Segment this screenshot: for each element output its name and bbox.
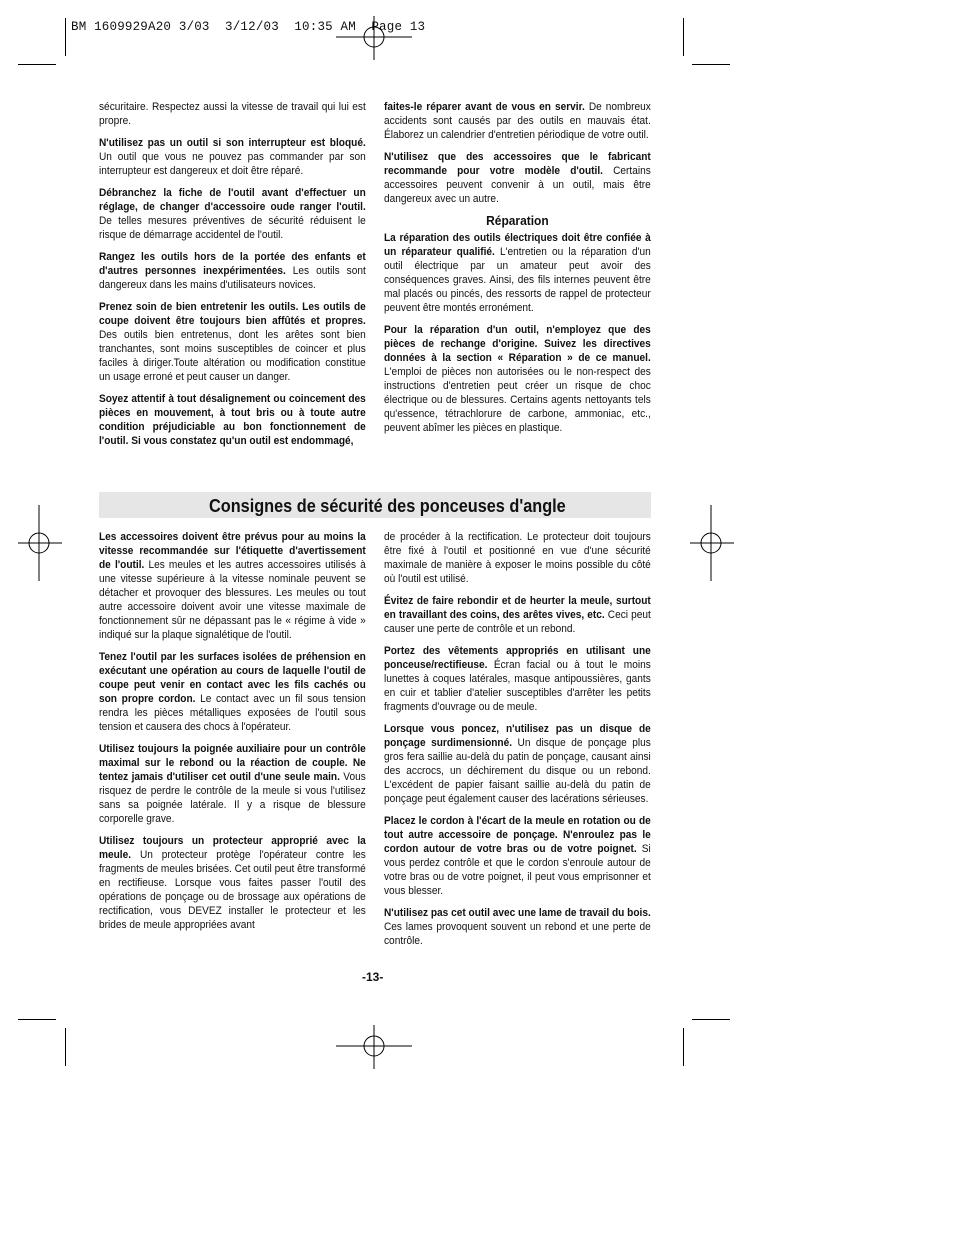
registration-mark-icon xyxy=(336,16,412,60)
top-left-column xyxy=(99,100,366,456)
bottom-left-column xyxy=(99,530,366,940)
reparation-heading: Réparation xyxy=(486,213,549,228)
paragraph: Soyez attentif à tout désalignement ou coincement des pièces en mouvement, à tout bris ou à toute autre condition préjudiciable au bon fonctionnement de l'outil. Si vous constatez qu'un outil est endommagé, xyxy=(99,393,366,447)
paragraph: Portez des vêtements appropriés en utilisant une ponceuse/rectifieuse. Écran facial ou à tout le moins lunettes à coques latérales, masque antipoussières, gants en cuir et tablier d'atelier susceptibles d'arrêter les petits fragments d'ouvrage ou de meule. xyxy=(384,645,651,713)
paragraph: Débranchez la fiche de l'outil avant d'effectuer un réglage, de changer d'accessoire oude ranger l'outil. De telles mesures préventives de sécurité réduisent le risque de démarrage accidentel de l'outil. xyxy=(99,187,366,241)
paragraph: Pour la réparation d'un outil, n'employez que des pièces de rechange d'origine. Suivez les directives données à la section « Réparation » de ce manuel. L'emploi de pièces non autorisées ou le non-respect des instructions d'entretien peut créer un risque de choc électrique ou de blessures. Certains agents nettoyants tels qu'essence, tétrachlorure de carbone, ammoniac, etc., peuvent abîmer les pièces en plastique. xyxy=(384,324,651,434)
paragraph: La réparation des outils électriques doit être confiée à un réparateur qualifié. L'entretien ou la réparation d'un outil électrique par un amateur peut avoir des conséquences graves. Ainsi, des fils internes peuvent être mal placés ou pincés, des ressorts de rappel de protecteur peuvent être montés erronément. xyxy=(384,232,651,314)
crop-mark xyxy=(18,1019,56,1020)
paragraph: de procéder à la rectification. Le protecteur doit toujours être fixé à l'outil et positionné en vue d'une sécurité maximale de manière à exposer le moins possible du côté où l'outil est utilisé. xyxy=(384,531,651,585)
paragraph: Prenez soin de bien entretenir les outils. Les outils de coupe doivent être toujours bien affûtés et propres. Des outils bien entretenus, dont les arêtes sont bien tranchantes, sont moins susceptibles de coincer et plus faciles à diriger.Toute altération ou modification constitue un usage erroné et peut causer un danger. xyxy=(99,301,366,383)
crop-mark xyxy=(683,18,684,56)
top-right-column xyxy=(384,100,651,443)
paragraph: N'utilisez que des accessoires que le fabricant recommande pour votre modèle d'outil. Certains accessoires peuvent convenir à un outil, mais être dangereux avec un autre. xyxy=(384,151,651,205)
paragraph: N'utilisez pas cet outil avec une lame de travail du bois. Ces lames provoquent souvent un rebond et une perte de contrôle. xyxy=(384,907,651,947)
crop-mark xyxy=(692,64,730,65)
page-number: -13- xyxy=(362,970,384,984)
paragraph: Rangez les outils hors de la portée des enfants et d'autres personnes inexpérimentées. Les outils sont dangereux dans les mains d'utilisateurs novices. xyxy=(99,251,366,291)
paragraph: Utilisez toujours la poignée auxiliaire pour un contrôle maximal sur le rebond ou la réaction de couple. Ne tentez jamais d'utiliser cet outil d'une seule main. Vous risquez de perdre le contrôle de la meule si vous l'utilisez sans sa poignée latérale. Il y a risque de blessure corporelle grave. xyxy=(99,743,366,825)
paragraph: Placez le cordon à l'écart de la meule en rotation ou de tout autre accessoire de ponçage. N'enroulez pas le cordon autour de votre bras ou de votre poignet. Si vous perdez contrôle et que le cordon s'enroule autour de votre bras ou de votre poignet, il peut vous emprisonner et vous blesser. xyxy=(384,815,651,897)
crop-mark xyxy=(18,64,56,65)
paragraph: N'utilisez pas un outil si son interrupteur est bloqué. Un outil que vous ne pouvez pas commander par son interrupteur est dangereux et doit être réparé. xyxy=(99,137,366,177)
paragraph: Évitez de faire rebondir et de heurter la meule, surtout en travaillant des coins, des arêtes vives, etc. Ceci peut causer une perte de contrôle et un rebond. xyxy=(384,595,651,635)
crop-mark xyxy=(692,1019,730,1020)
registration-mark-icon xyxy=(336,1025,412,1069)
paragraph: faites-le réparer avant de vous en servir. De nombreux accidents sont causés par des outils en mauvais état. Élaborez un calendrier d'entretien périodique de votre outil. xyxy=(384,101,651,141)
crop-mark xyxy=(683,1028,684,1066)
registration-mark-icon xyxy=(690,505,734,581)
print-slug: BM 1609929A20 3/03 3/12/03 10:35 AM Page 13 xyxy=(71,20,426,34)
section-title: Consignes de sécurité des ponceuses d'angle xyxy=(209,495,566,516)
paragraph: Les accessoires doivent être prévus pour au moins la vitesse recommandée sur l'étiquette d'avertissement de l'outil. Les meules et les autres accessoires utilisés à une vitesse supérieure à la vitesse nominale peuvent se détacher et provoquer des blessures. Les meules ou tout autre accessoire doivent avoir une vitesse maximale de fonctionnement sûr ne dépassant pas le « régime à vide » indiqué sur la plaque signalétique de l'outil. xyxy=(99,531,366,641)
paragraph: Lorsque vous poncez, n'utilisez pas un disque de ponçage surdimensionné. Un disque de ponçage plus gros fera saillie au-delà du patin de ponçage, causant ainsi des accrocs, un déchirement du disque ou un rebond. L'excédent de papier faisant saillie au-delà du patin de ponçage peut également causer des lacérations sérieuses. xyxy=(384,723,651,805)
crop-mark xyxy=(65,1028,66,1066)
bottom-right-column xyxy=(384,530,651,956)
crop-mark xyxy=(65,18,66,56)
paragraph: Utilisez toujours un protecteur approprié avec la meule. Un protecteur protège l'opérateur contre les fragments de meules brisées. Cet outil peut être transformé en rectifieuse. Lorsque vous faites passer l'outil des opérations de ponçage ou de brossage aux opérations de rectification, vous DEVEZ installer le protecteur et les brides de meule appropriées avant xyxy=(99,835,366,931)
paragraph: sécuritaire. Respectez aussi la vitesse de travail qui lui est propre. xyxy=(99,101,366,127)
registration-mark-icon xyxy=(18,505,62,581)
paragraph: Tenez l'outil par les surfaces isolées de préhension en exécutant une opération au cours de laquelle l'outil de coupe peut venir en contact avec les fils cachés ou son propre cordon. Le contact avec un fil sous tension rendra les pièces métalliques exposées de l'outil sous tension et causera des chocs à l'opérateur. xyxy=(99,651,366,733)
section-header xyxy=(99,492,651,518)
